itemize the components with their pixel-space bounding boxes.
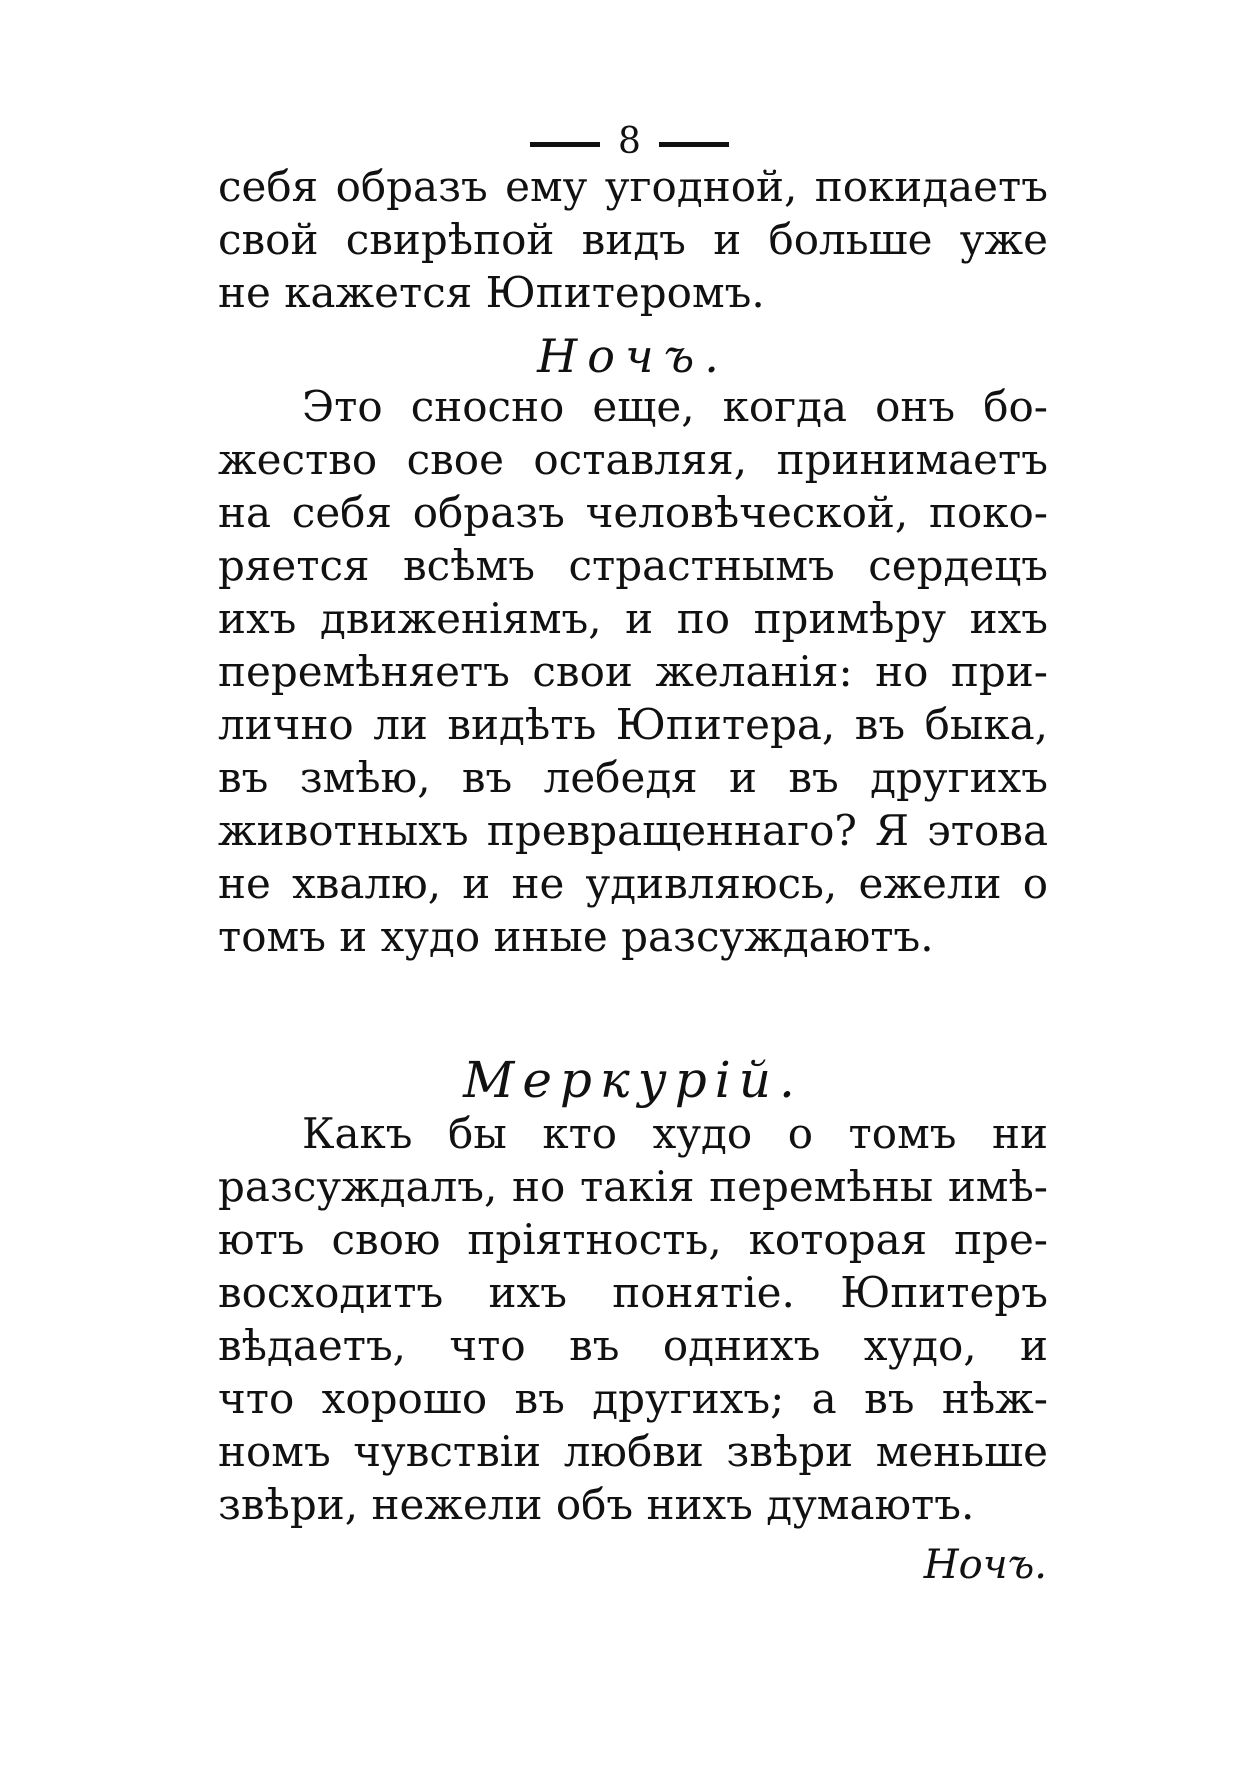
left-dash xyxy=(530,142,600,147)
text-line: не хвалю, и не удивляюсь, ежели о xyxy=(218,859,1048,908)
text-line: звѣри, нежели объ нихъ думаютъ. xyxy=(218,1480,975,1529)
text-line: въ змѣю, въ лебедя и въ другихъ xyxy=(218,753,1048,802)
speech-night-paragraph xyxy=(218,380,1048,963)
text-line: что хорошо въ другихъ; а въ нѣж- xyxy=(218,1374,1048,1423)
text-line: на себя образъ человѣческой, поко- xyxy=(218,488,1048,537)
text-line: животныхъ превращеннаго? Я этова xyxy=(218,806,1048,855)
speech-mercury xyxy=(218,1050,1048,1110)
text-line: номъ чувствіи любви звѣри меньше xyxy=(218,1427,1048,1476)
text-line: Какъ бы кто худо о томъ ни xyxy=(302,1109,1048,1158)
text-line: ихъ движеніямъ, и по примѣру ихъ xyxy=(218,594,1048,643)
text-line: томъ и худо иные разсуждаютъ. xyxy=(218,912,934,961)
catchword: Ночъ. xyxy=(923,1542,1047,1588)
text-line: себя образъ ему угодной, покидаетъ xyxy=(218,162,1048,211)
text-line: не кажется Юпитеромъ. xyxy=(218,268,765,317)
text-line: перемѣняетъ свои желанія: но при- xyxy=(218,647,1048,696)
speaker-heading: Меркурій. xyxy=(463,1051,803,1109)
text-line: Это сносно еще, когда онъ бо- xyxy=(302,382,1048,431)
text-line: лично ли видѣть Юпитера, въ быка, xyxy=(218,700,1048,749)
speech-night xyxy=(218,326,1048,386)
text-line: разсуждалъ, но такія перемѣны имѣ- xyxy=(218,1162,1048,1211)
text-line: свой свирѣпой видъ и больше уже xyxy=(218,215,1048,264)
text-line: восходитъ ихъ понятіе. Юпитеръ xyxy=(218,1268,1048,1317)
speaker-heading: Ночъ. xyxy=(537,329,729,383)
text-line: жество свое оставляя, принимаетъ xyxy=(218,435,1048,484)
text-line: вѣдаетъ, что въ однихъ худо, и xyxy=(218,1321,1048,1370)
speech-mercury-paragraph xyxy=(218,1107,1048,1531)
text-line: ютъ свою пріятность, которая пре- xyxy=(218,1215,1048,1264)
text-line: ряется всѣмъ страстнымъ сердецъ xyxy=(218,541,1048,590)
page-number: 8 xyxy=(618,121,641,162)
continuation-paragraph xyxy=(218,160,1048,319)
page-header xyxy=(0,122,1259,162)
right-dash xyxy=(659,142,729,147)
